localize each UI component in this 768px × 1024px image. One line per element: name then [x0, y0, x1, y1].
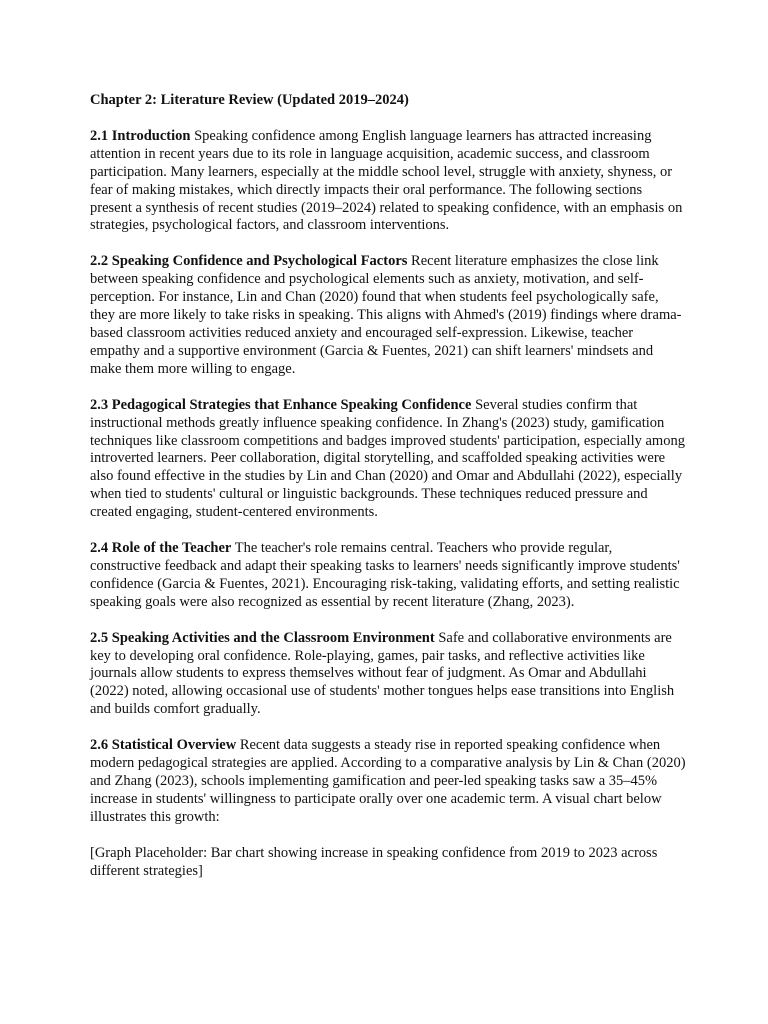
- section-body: Speaking confidence among English language learners has attracted increasing attention in recent years due to its role in language acquisition, academic success, and classroom participation. Many learners, especially at the middle school level, struggle with anxiety, shyness, or fear of making mistakes, which directly impacts their oral performance. The following sections present a synthesis of recent studies (2019–2024) related to speaking confidence, with an emphasis on strategies, psychological factors, and classroom interventions.: [90, 127, 683, 234]
- section-pedagogical-strategies: [90, 397, 686, 522]
- section-heading: 2.1 Introduction: [90, 127, 191, 144]
- section-body: The teacher's role remains central. Teachers who provide regular, constructive feedback and adapt their speaking tasks to learners' needs significantly improve students' confidence (Garcia & Fuentes, 2021). Encouraging risk-taking, validating efforts, and setting realistic speaking goals were also recognized as essential by recent literature (Zhang, 2023).: [90, 540, 680, 610]
- section-psychological-factors: [90, 253, 686, 378]
- section-heading: 2.4 Role of the Teacher: [90, 540, 232, 557]
- chapter-title: Chapter 2: Literature Review (Updated 2019–2024): [90, 92, 409, 108]
- section-body: Recent data suggests a steady rise in reported speaking confidence when modern pedagogical strategies are applied. According to a comparative analysis by Lin & Chan (2020) and Zhang (2023), schools implementing gamification and peer-led speaking tasks saw a 35–45% increase in students' willingness to participate orally over one academic term. A visual chart below illustrates this growth:: [90, 737, 686, 825]
- document-body: [90, 92, 686, 881]
- section-introduction: [90, 128, 686, 235]
- section-heading: 2.2 Speaking Confidence and Psychological Factors: [90, 253, 408, 270]
- section-heading: 2.3 Pedagogical Strategies that Enhance Speaking Confidence: [90, 396, 472, 413]
- section-classroom-environment: [90, 630, 686, 720]
- section-heading: 2.6 Statistical Overview: [90, 737, 237, 754]
- section-body: Safe and collaborative environments are key to developing oral confidence. Role-playing, games, pair tasks, and reflective activities like journals allow students to express themselves without fear of judgment. As Omar and Abdullahi (2022) noted, allowing occasional use of students' mother tongues helps ease transitions into English and builds comfort gradually.: [90, 629, 675, 718]
- section-role-of-teacher: [90, 540, 686, 612]
- section-statistical-overview: [90, 737, 686, 827]
- section-heading: 2.5 Speaking Activities and the Classroom Environment: [90, 629, 435, 646]
- graph-placeholder: [Graph Placeholder: Bar chart showing increase in speaking confidence from 2019 to 2023 across different strategies]: [90, 844, 658, 879]
- section-body: Several studies confirm that instructional methods greatly influence speaking confidence. In Zhang's (2023) study, gamification techniques like classroom competitions and badges improved students' participation, especially among introverted learners. Peer collaboration, digital storytelling, and scaffolded speaking activities were also found effective in the studies by Lin and Chan (2020) and Omar and Abdullahi (2022), especially when tied to students' cultural or linguistic backgrounds. These techniques reduced pressure and created engaging, student-centered environments.: [90, 396, 685, 521]
- section-body: Recent literature emphasizes the close link between speaking confidence and psychological elements such as anxiety, motivation, and self-perception. For instance, Lin and Chan (2020) found that when students feel psychologically safe, they are more likely to take risks in speaking. This aligns with Ahmed's (2019) findings where drama-based classroom activities reduced anxiety and encouraged self-expression. Likewise, teacher empathy and a supportive environment (Garcia & Fuentes, 2021) can shift learners' mindsets and make them more willing to engage.: [90, 253, 682, 377]
